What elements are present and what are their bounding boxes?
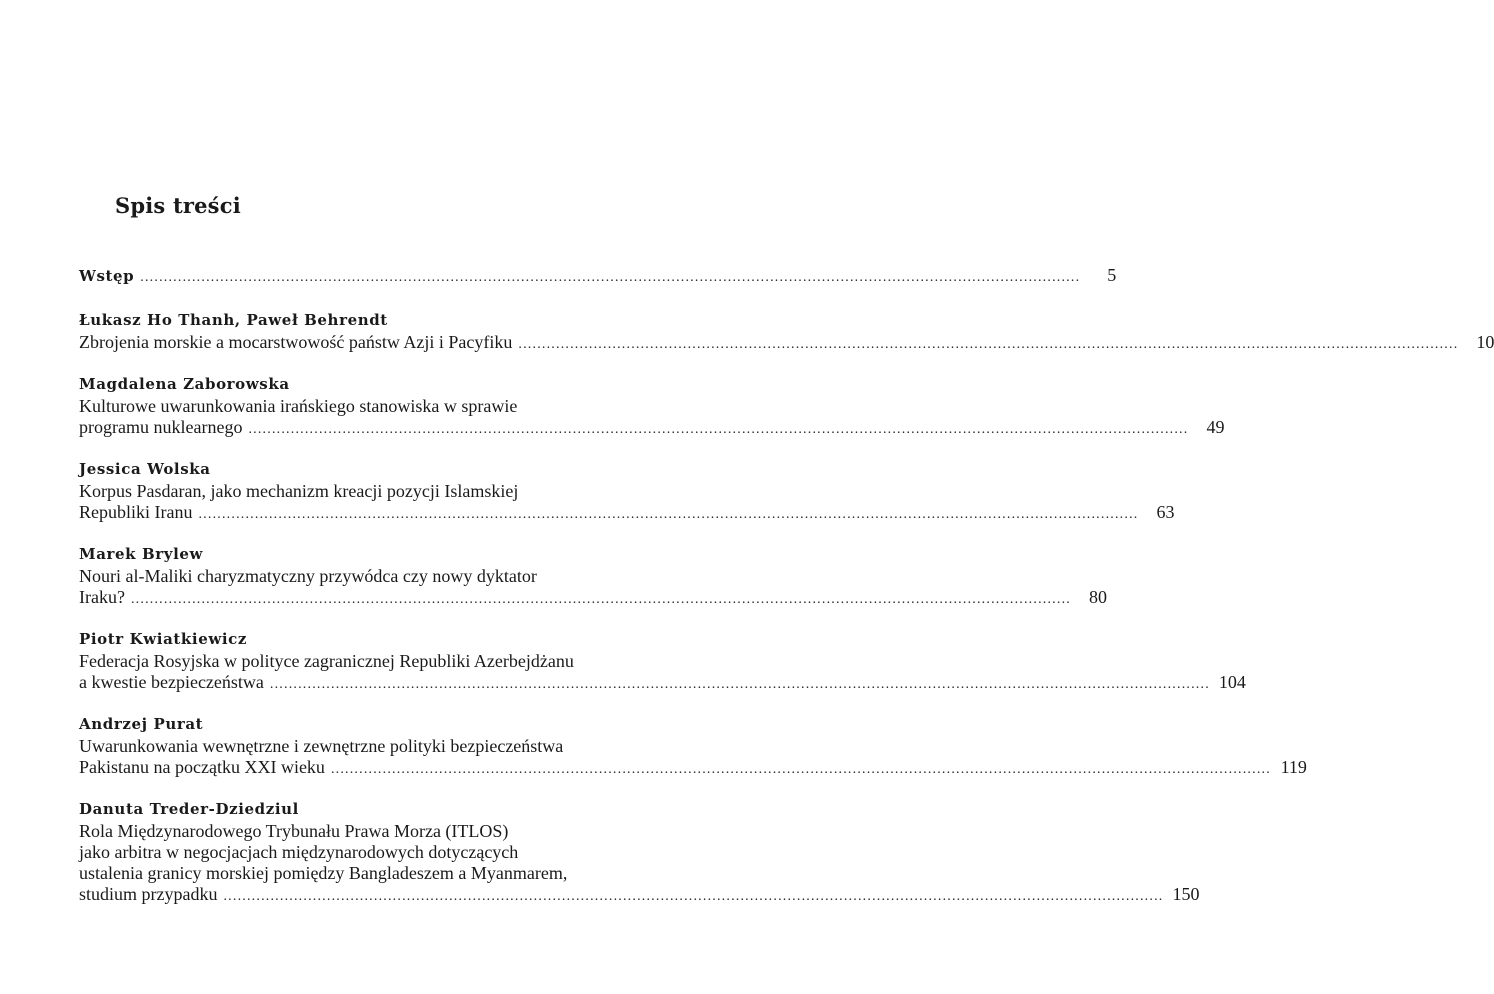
- toc-entry-title: Republiki Iranu: [79, 502, 193, 522]
- toc-entry-last-line: [79, 332, 1494, 353]
- toc-entry-author: Marek Brylew: [79, 545, 204, 563]
- toc-entry-title: studium przypadku: [79, 884, 218, 904]
- toc-entry-title: programu nuklearnego: [79, 417, 243, 437]
- page-number: 119: [1280, 757, 1307, 777]
- dot-leader: ........................................................................................................................................................................................................: [269, 677, 1210, 692]
- toc-entry-intro[interactable]: [79, 262, 1117, 288]
- page-number: 49: [1206, 417, 1225, 437]
- toc-entry-author: Danuta Treder-Dziedziul: [79, 800, 299, 818]
- toc-entry-title: Wstęp: [79, 267, 135, 285]
- dot-leader: ........................................................................................................................................................................................................: [198, 507, 1139, 522]
- toc-entry-author: Piotr Kwiatkiewicz: [79, 630, 248, 648]
- page-number: 80: [1088, 587, 1107, 607]
- toc-entry[interactable]: [79, 712, 1307, 778]
- dot-leader: ........................................................................................................................................................................................................: [248, 422, 1189, 437]
- toc-entry-title-line: Rola Międzynarodowego Trybunału Prawa Morza (ITLOS): [79, 821, 509, 841]
- dot-leader: ........................................................................................................................................................................................................: [130, 592, 1071, 607]
- toc-entry-title: Iraku?: [79, 587, 125, 607]
- toc-entry-title-line: Kulturowe uwarunkowania irańskiego stanowiska w sprawie: [79, 396, 518, 416]
- page-number: 63: [1156, 502, 1175, 522]
- dot-leader: ........................................................................................................................................................................................................: [330, 762, 1271, 777]
- toc-entry-title: Zbrojenia morskie a mocarstwowość państw Azji i Pacyfiku: [79, 332, 513, 352]
- page-number: 104: [1218, 672, 1246, 692]
- toc-entry-title-line: Nouri al-Maliki charyzmatyczny przywódca czy nowy dyktator: [79, 566, 537, 586]
- toc-entry[interactable]: [79, 457, 1175, 523]
- toc-entry-title: Pakistanu na początku XXI wieku: [79, 757, 325, 777]
- toc-entry-title: a kwestie bezpieczeństwa: [79, 672, 264, 692]
- toc-entry-author: Andrzej Purat: [79, 715, 204, 733]
- toc-entry-last-line: [79, 587, 1107, 608]
- toc-list: [79, 262, 1494, 905]
- toc-entry-title-line: Korpus Pasdaran, jako mechanizm kreacji pozycji Islamskiej: [79, 481, 519, 501]
- toc-entry[interactable]: [79, 797, 1200, 905]
- toc-entry-last-line: [79, 672, 1246, 693]
- toc-entry[interactable]: [79, 372, 1225, 438]
- toc-heading: Spis treści: [115, 193, 241, 218]
- dot-leader: ........................................................................................................................................................................................................: [140, 270, 1081, 285]
- page-number: 10: [1476, 332, 1494, 352]
- page-number: 5: [1107, 265, 1117, 285]
- toc-entry-last-line: [79, 262, 1117, 288]
- toc-entry-last-line: [79, 502, 1175, 523]
- toc-entry[interactable]: [79, 308, 1494, 353]
- toc-entry-title-line: ustalenia granicy morskiej pomiędzy Bangladeszem a Myanmarem,: [79, 863, 568, 883]
- toc-entry-title-line: Federacja Rosyjska w polityce zagranicznej Republiki Azerbejdżanu: [79, 651, 574, 671]
- toc-entry-last-line: [79, 884, 1200, 905]
- toc-entry-last-line: [79, 417, 1225, 438]
- toc-entry[interactable]: [79, 627, 1246, 693]
- dot-leader: ........................................................................................................................................................................................................: [518, 337, 1459, 352]
- page-number: 150: [1172, 884, 1200, 904]
- toc-entry-author: Łukasz Ho Thanh, Paweł Behrendt: [79, 311, 388, 329]
- toc-entry-author: Jessica Wolska: [79, 460, 211, 478]
- dot-leader: ........................................................................................................................................................................................................: [223, 889, 1164, 904]
- toc-entry[interactable]: [79, 542, 1107, 608]
- toc-entry-author: Magdalena Zaborowska: [79, 375, 290, 393]
- toc-entry-title-line: Uwarunkowania wewnętrzne i zewnętrzne polityki bezpieczeństwa: [79, 736, 564, 756]
- toc-entry-title-line: jako arbitra w negocjacjach międzynarodowych dotyczących: [79, 842, 519, 862]
- toc-entry-last-line: [79, 757, 1307, 778]
